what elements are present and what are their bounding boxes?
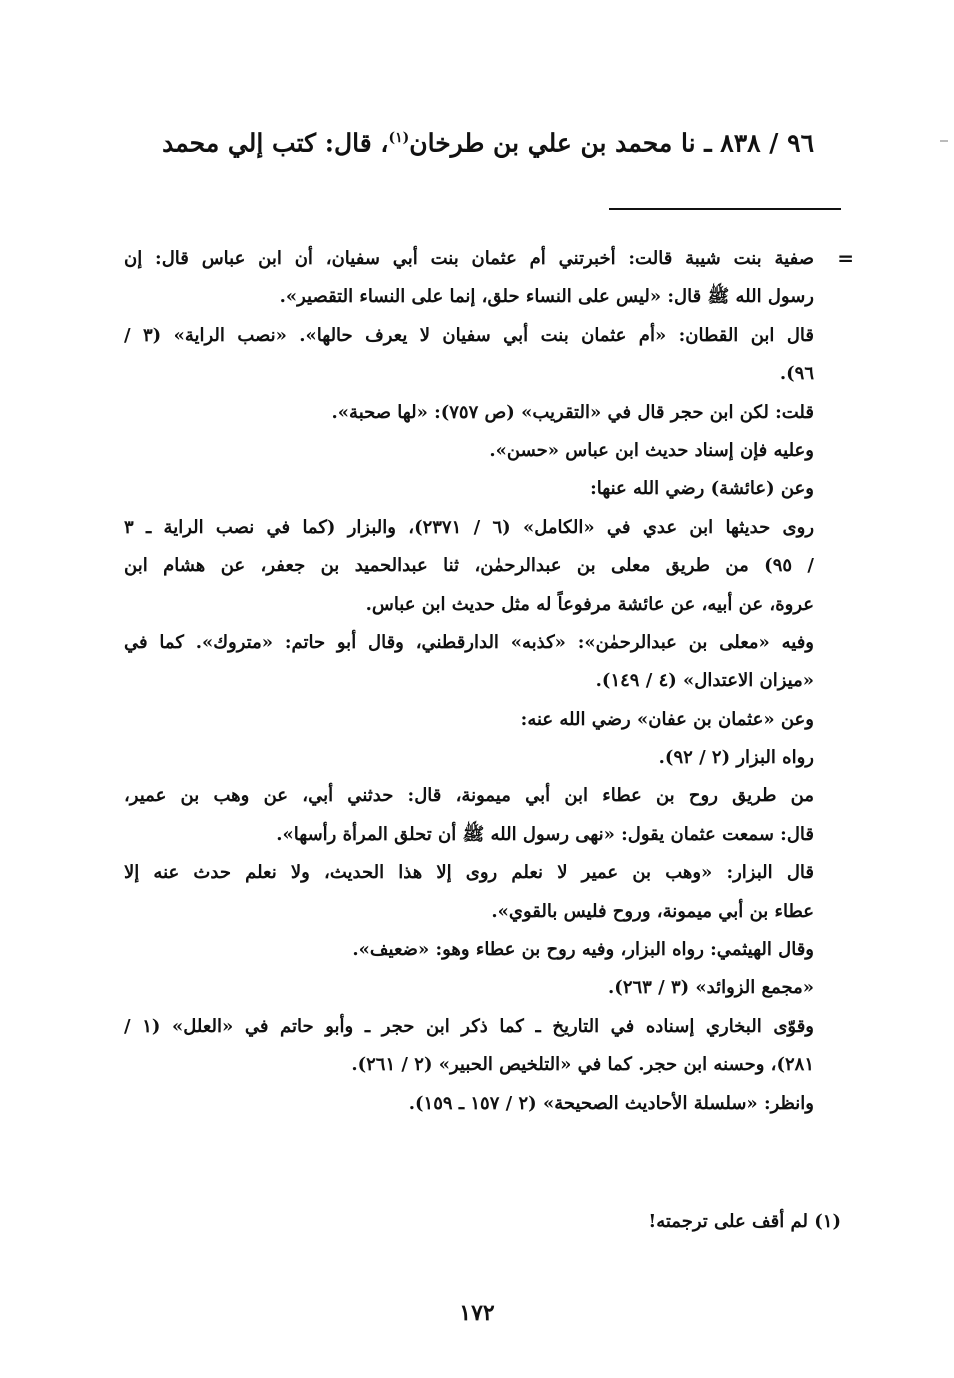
note-line: من طريق روح بن عطاء ابن أبي ميمونة، قال: حدثني أبي، عن وهب بن عمير،: [124, 785, 814, 807]
note-line: قال: سمعت عثمان يقول: «نهى رسول الله ﷺ أن تحلق المرأة رأسها».: [276, 823, 814, 845]
note-line: وقوّى البخاري إسناده في التاريخ ـ كما ذكر ابن حجر ـ وأبو حاتم في «العلل» (١ /: [124, 1015, 814, 1037]
note-line: وعن (عائشة) رضي الله عنها:: [590, 478, 814, 500]
continuation-mark: =: [837, 246, 854, 270]
note-line: وفيه «معلى بن عبدالرحمٰن»: «كذبه» الدارقطني، وقال أبو حاتم: «متروك». كما في: [124, 631, 814, 653]
entry-text: ٩٦ / ٨٣٨ ـ نا محمد بن علي بن طرخان: [409, 128, 814, 158]
note-line: روى حديثها ابن عدي في «الكامل» (٦ / ٢٣٧١)، والبزار (كما في نصب الراية ـ ٣: [124, 516, 814, 538]
footnote-marker: (١): [814, 1211, 841, 1232]
note-line: «ميزان الاعتدال» (٤ / ١٤٩).: [595, 670, 814, 692]
note-line: ٩٦).: [779, 363, 814, 385]
note-line: وانظر: «سلسلة الأحاديث الصحيحة» (٢ / ١٥٧ ـ ١٥٩).: [408, 1092, 814, 1114]
footnote: [121, 1203, 841, 1241]
footnote-commentary: [124, 240, 814, 1123]
note-line: رسول الله ﷺ قال: «ليس على النساء حلق، إنما على النساء التقصير».: [279, 286, 814, 308]
note-line: عروة، عن أبيه، عن عائشة مرفوعاً له مثل حديث ابن عباس.: [365, 593, 814, 615]
entry-text-tail: ، قال: كتب إلي محمد: [162, 128, 389, 158]
footnote-reference: (١): [388, 130, 410, 146]
note-line: رواه البزار (٢ / ٩٢).: [658, 747, 814, 769]
note-line: وعن «عثمان بن عفان» رضي الله عنه:: [520, 708, 814, 730]
footnote-separator: [609, 208, 841, 210]
note-line: / ٩٥) من طريق معلى بن عبدالرحمٰن، ثنا عبدالحميد بن جعفر، عن هشام ابن: [124, 555, 814, 577]
note-line: وقال الهيثمي: رواه البزار، وفيه روح بن عطاء وهو: «ضعيف».: [352, 939, 814, 961]
note-line: وعليه فإن إسناد حديث ابن عباس «حسن».: [489, 439, 814, 461]
note-line: صفية بنت شيبة قالت: أخبرتني أم عثمان بنت أبي سفيان، أن ابن عباس قال: إن: [124, 248, 814, 269]
hadith-entry: [124, 118, 814, 163]
note-line: ٢٨١)، وحسنه ابن حجر. كما في «التلخيص الحبير» (٢ / ٢٦١).: [351, 1054, 814, 1076]
margin-mark: [940, 140, 948, 142]
note-line: قال البزار: «وهب بن عمير لا نعلم روى إلا هذا الحديث، ولا نعلم حدث عنه إلا: [124, 862, 814, 884]
footnote-text: لم أقف على ترجمته!: [648, 1211, 808, 1232]
note-line: «مجمع الزوائد» (٣ / ٢٦٣).: [608, 977, 814, 999]
note-line: قلت: لكن ابن حجر قال في «التقريب» (ص ٧٥٧): «لها صحبة».: [331, 401, 814, 423]
note-line: عطاء بن أبي ميمونة، وروح فليس بالقوي».: [491, 900, 814, 922]
page-number: ١٧٢: [459, 1300, 495, 1326]
note-line: قال ابن القطان: «أم عثمان بنت أبي سفيان لا يعرف حالها». «نصب الراية» (٣ /: [124, 324, 814, 346]
